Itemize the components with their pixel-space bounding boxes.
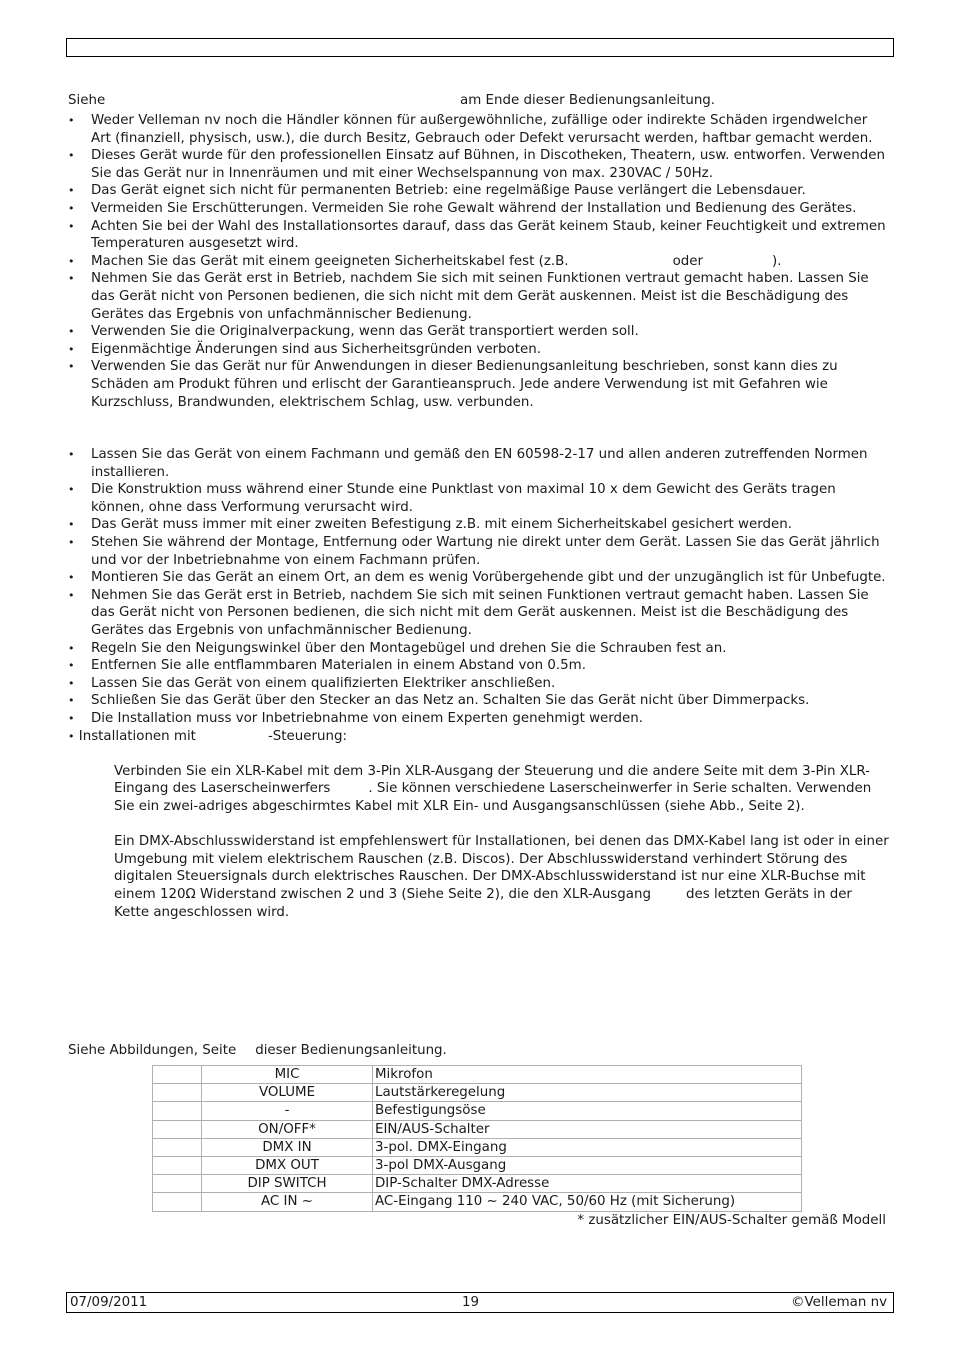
dmx-text-b: -Steuerung: [267, 728, 347, 744]
list-item: • Verwenden Sie die Originalverpackung, wenn das Gerät transportiert werden soll. [68, 323, 890, 341]
footer [66, 1292, 894, 1313]
safety-list [68, 112, 890, 411]
list-item: • Nehmen Sie das Gerät erst in Betrieb, nachdem Sie sich mit seinen Funktionen vertraut gemacht haben. Lassen Sie das Gerät nicht von Personen bedienen, die sich nicht mit dem Gerät auskennen. Meist ist die Beschädigung des Gerätes das Ergebnis von unfachmännischer Bedienung. [68, 270, 890, 323]
list-item: • Verwenden Sie das Gerät nur für Anwendungen in dieser Bedienungsanleitung beschrieben, sonst kann dies zu Schäden am Produkt führen und erlischt der Garantieanspruch. Jede andere Verwendung ist mit Gefahren wie Kurzschluss, Brandwunden, elektrischem Schlag, usw. verbunden. [68, 358, 890, 411]
parts-table [152, 1065, 802, 1212]
table-row: VOLUME Lautstärkeregelung [153, 1084, 802, 1102]
list-item: • Stehen Sie während der Montage, Entfernung oder Wartung nie direkt unter dem Gerät. Lassen Sie das Gerät jährlich und vor der Inbetriebnahme von einem Fachmann prüfen. [68, 534, 890, 569]
list-item: • Montieren Sie das Gerät an einem Ort, an dem es wenig Vorübergehende gibt und der unzugänglich ist für Unbefugte. [68, 569, 890, 587]
footnote: * zusätzlicher EIN/AUS-Schalter gemäß Modell [577, 1213, 886, 1228]
list-item: • Das Gerät muss immer mit einer zweiten Befestigung z.B. mit einem Sicherheitskabel gesichert werden. [68, 516, 890, 534]
intro-tail: am Ende dieser Bedienungsanleitung. [460, 93, 716, 108]
table-row: ON/OFF* EIN/AUS-Schalter [153, 1120, 802, 1138]
list-item: • Eigenmächtige Änderungen sind aus Sicherheitsgründen verboten. [68, 341, 890, 359]
table-row: DMX IN 3-pol. DMX-Eingang [153, 1138, 802, 1156]
intro-siehe: Siehe [68, 93, 106, 108]
header-box [66, 38, 894, 57]
dmx-paragraph-1: Verbinden Sie ein XLR-Kabel mit dem 3-Pin XLR-Ausgang der Steuerung und die andere Seite mit dem 3-Pin XLR-Eingang des Laserscheinwerfers . Sie können verschiedene Laserscheinwerfer in Serie schalten. Verwenden Sie ein zwei-adriges abgeschirmtes Kabel mit XLR Ein- und Ausgangsanschlüssen (siehe Abb., Seite 2). [114, 763, 872, 814]
list-item-cable [68, 253, 890, 271]
install-list [68, 446, 890, 728]
footer-date: 07/09/2011 [70, 1295, 148, 1310]
list-item: • Weder Velleman nv noch die Händler können für außergewöhnliche, zufällige oder indirekte Schäden irgendwelcher Art (finanziell, physisch, usw.), die durch Besitz, Gebrauch oder Defekt verursacht werden, haftbar gemacht werden. [68, 112, 890, 147]
intro-line [68, 92, 890, 112]
cable-text-b: oder [672, 253, 704, 269]
list-item: • Achten Sie bei der Wahl des Installationsortes darauf, dass das Gerät keinem Staub, keiner Feuchtigkeit und extremen Temperaturen ausgesetzt wird. [68, 218, 890, 253]
table-row: DIP SWITCH DIP-Schalter DMX-Adresse [153, 1175, 802, 1193]
list-item: • Lassen Sie das Gerät von einem Fachmann und gemäß den EN 60598-2-17 und allen anderen zutreffenden Normen installieren. [68, 446, 890, 481]
footer-copyright: ©Velleman nv [791, 1295, 887, 1310]
main-content [68, 92, 890, 921]
list-item: • Die Konstruktion muss während einer Stunde eine Punktlast von maximal 10 x dem Gewicht des Geräts tragen können, ohne dass Verformung verursacht wird. [68, 481, 890, 516]
dmx-bullet: • Installationen mit -Steuerung: [68, 728, 347, 744]
list-item: • Das Gerät eignet sich nicht für permanenten Betrieb: eine regelmäßige Pause verlängert die Lebensdauer. [68, 182, 890, 200]
list-item: • Entfernen Sie alle entflammbaren Materialen in einem Abstand von 0.5m. [68, 657, 890, 675]
cable-text-c: ). [772, 253, 782, 269]
table-row: AC IN ~ AC-Eingang 110 ~ 240 VAC, 50/60 Hz (mit Sicherung) [153, 1193, 802, 1211]
list-item: • Die Installation muss vor Inbetriebnahme von einem Experten genehmigt werden. [68, 710, 890, 728]
figures-reference: Siehe Abbildungen, Seite dieser Bedienungsanleitung. [68, 1043, 447, 1058]
dmx-paragraph-2: Ein DMX-Abschlusswiderstand ist empfehlenswert für Installationen, bei denen das DMX-Kabel lang ist oder in einer Umgebung mit vielem elektrischem Rauschen (z.B. Discos). Der Abschlusswiderstand verhindert Störung des digitalen Steuersignals durch elektrisches Rauschen. Der DMX-Abschlusswiderstand ist nur eine XLR-Buchse mit einem 120Ω Widerstand zwischen 2 und 3 (Siehe Seite 2), die den XLR-Ausgang des letzten Geräts in der Kette angeschlossen wird. [114, 834, 889, 920]
list-item: • Lassen Sie das Gerät von einem qualifizierten Elektriker anschließen. [68, 675, 890, 693]
table-row: DMX OUT 3-pol DMX-Ausgang [153, 1156, 802, 1174]
list-item: • Regeln Sie den Neigungswinkel über den Montagebügel und drehen Sie die Schrauben fest an. [68, 640, 890, 658]
footer-page-number: 19 [462, 1295, 480, 1310]
cable-text-a: Machen Sie das Gerät mit einem geeigneten Sicherheitskabel fest (z.B. [91, 253, 569, 269]
table-row: MIC Mikrofon [153, 1066, 802, 1084]
dmx-text-a: Installationen mit [78, 728, 196, 744]
table-row: - Befestigungsöse [153, 1102, 802, 1120]
list-item: • Dieses Gerät wurde für den professionellen Einsatz auf Bühnen, in Discotheken, Theatern, usw. entworfen. Verwenden Sie das Gerät nur in Innenräumen und mit einer Wechselspannung von max. 230VAC / 50Hz. [68, 147, 890, 182]
list-item: • Vermeiden Sie Erschütterungen. Vermeiden Sie rohe Gewalt während der Installation und Bedienung des Gerätes. [68, 200, 890, 218]
list-item: • Nehmen Sie das Gerät erst in Betrieb, nachdem Sie sich mit seinen Funktionen vertraut gemacht haben. Lassen Sie das Gerät nicht von Personen bedienen, die sich nicht mit dem Gerät auskennen. Meist ist die Beschädigung des Gerätes das Ergebnis von unfachmännischer Bedienung. [68, 587, 890, 640]
list-item: • Schließen Sie das Gerät über den Stecker an das Netz an. Schalten Sie das Gerät nicht über Dimmerpacks. [68, 692, 890, 710]
